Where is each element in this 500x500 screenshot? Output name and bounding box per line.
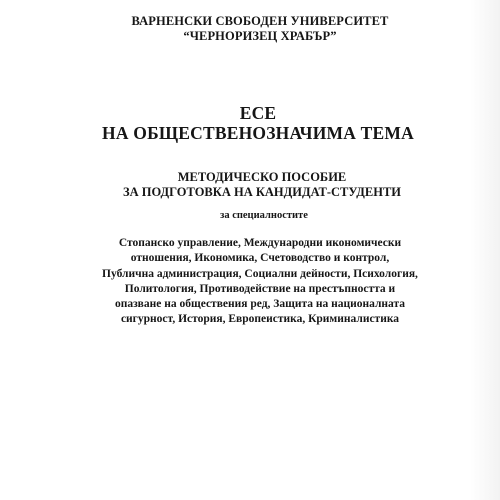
specialties-line: сигурност, История, Европеистика, Криминалистика xyxy=(120,313,400,326)
essay-title-subject: НА ОБЩЕСТВЕНОЗНАЧИМА ТЕМА xyxy=(102,123,414,143)
university-subname: “ЧЕРНОРИЗЕЦ ХРАБЪР” xyxy=(183,29,337,43)
manual-title: МЕТОДИЧЕСКО ПОСОБИЕ xyxy=(177,170,347,184)
specialties-line: Политология, Противодействие на престъпността и xyxy=(124,282,396,295)
university-name: ВАРНЕНСКИ СВОБОДЕН УНИВЕРСИТЕТ xyxy=(131,14,389,28)
specialties-line: отношения, Икономика, Счетоводство и контрол, xyxy=(130,252,390,265)
for-specialties-label: за специалностите xyxy=(220,210,308,221)
specialties-line: Стопанско управление, Международни икономически xyxy=(118,237,402,249)
manual-purpose: ЗА ПОДГОТОВКА НА КАНДИДАТ-СТУДЕНТИ xyxy=(122,185,402,199)
specialties-line: Публична администрация, Социални дейности, Психология, xyxy=(102,267,418,280)
specialties-list xyxy=(10,236,500,328)
essay-title: ЕСЕ xyxy=(239,103,277,123)
specialties-line: опазване на обществения ред, Защита на националната xyxy=(114,298,406,311)
